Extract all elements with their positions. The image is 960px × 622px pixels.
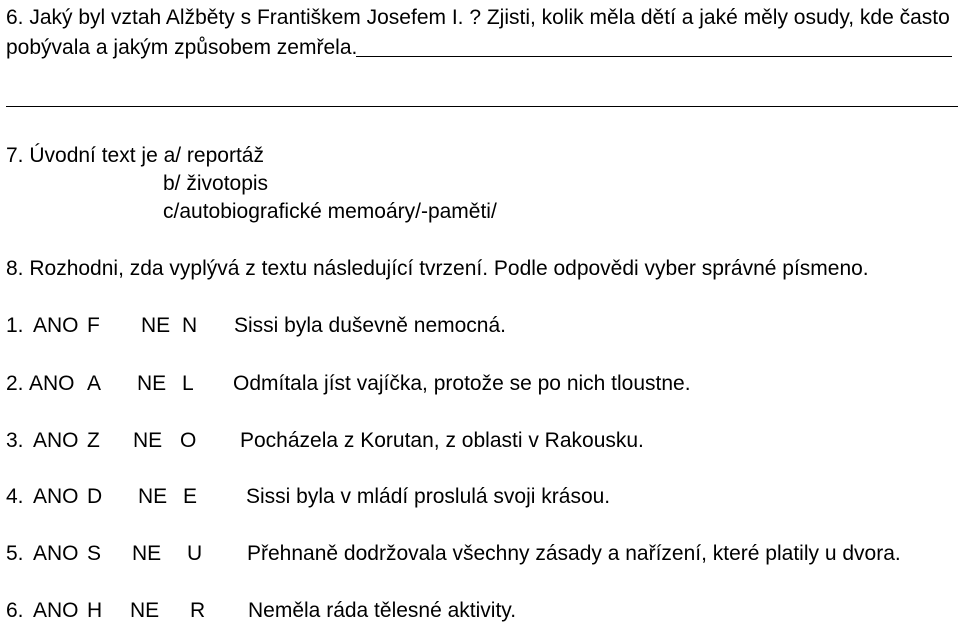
item-number: 3. [6,429,24,452]
ano-letter: Z [87,429,100,452]
ne-option[interactable]: NE [133,429,163,452]
q6-text-line-1: 6. Jaký byl vztah Alžběty s Františkem Josefem I. ? Zjisti, kolik měla dětí a jaké měly osudy, kde často [6,6,950,29]
statement-text: Pocházela z Korutan, z oblasti v Rakousku. [240,429,644,452]
q8-instruction: 8. Rozhodni, zda vyplývá z textu následující tvrzení. Podle odpovědi vyber správné písmeno. [6,257,869,280]
item-number: 5. [6,542,24,565]
statement-text: Přehnaně dodržovala všechny zásady a nařízení, které platily u dvora. [247,542,901,565]
q7-intro: 7. Úvodní text je a/ reportáž [6,144,264,167]
q6-answer-line-2[interactable] [6,106,958,107]
ne-option[interactable]: NE [130,599,160,622]
item-number: 6. [6,599,24,622]
ano-letter: F [87,314,100,337]
ne-option[interactable]: NE [138,485,168,508]
ano-option[interactable]: ANO [33,314,79,337]
ano-option[interactable]: ANO [29,372,75,395]
statement-text: Odmítala jíst vajíčka, protože se po nich tloustne. [233,372,691,395]
ne-letter: E [183,485,198,508]
ne-letter: O [180,429,197,452]
ne-letter: R [190,599,206,622]
ano-letter: H [87,599,103,622]
ano-option[interactable]: ANO [33,542,79,565]
ano-letter: D [87,485,103,508]
q7-option-c: c/autobiografické memoáry/-paměti/ [163,200,497,223]
item-number: 1. [6,314,24,337]
ne-option[interactable]: NE [137,372,167,395]
q7-option-b: b/ životopis [163,172,269,195]
q6-answer-line-1[interactable] [356,56,952,57]
ano-option[interactable]: ANO [33,429,79,452]
q6-text-line-2: pobývala a jakým způsobem zemřela. [6,36,358,59]
ne-option[interactable]: NE [132,542,162,565]
item-number: 2. [6,372,24,395]
ne-letter: U [187,542,203,565]
ano-option[interactable]: ANO [33,599,79,622]
item-number: 4. [6,485,24,508]
ne-letter: L [182,372,194,395]
statement-text: Sissi byla v mládí proslulá svoji krásou. [246,485,611,508]
ano-letter: A [87,372,102,395]
ne-option[interactable]: NE [141,314,171,337]
statement-text: Sissi byla duševně nemocná. [234,314,506,337]
ano-letter: S [87,542,102,565]
ano-option[interactable]: ANO [33,485,79,508]
ne-letter: N [182,314,198,337]
statement-text: Neměla ráda tělesné aktivity. [248,599,517,622]
